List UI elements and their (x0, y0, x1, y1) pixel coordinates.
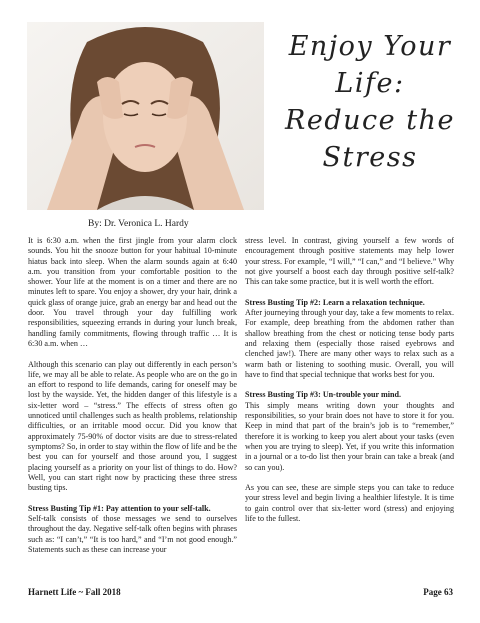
left-column (28, 236, 237, 566)
tip-1-heading: Stress Busting Tip #1: Pay attention to your self-talk. (28, 503, 211, 513)
continued-paragraph: stress level. In contrast, giving yourself a few words of encouragement through positive statements may help lower your stress. For example, “I will,” “I can,” and “I believe.” Why not give yourself a boost each day through positive self-talk? This can take some practice, but it is well worth the effort. (245, 236, 454, 287)
tip-2-body: After journeying through your day, take a few moments to relax. For example, deep breathing from the abdomen rather than shallow breathing from the chest or noticing tense body parts and relaxing them (especially those raised eyebrows and clenched jaw!). There are many other ways to relax such as a warm bath or listening to soothing music. Overall, you will have to find that special technique that works best for you. (245, 308, 454, 379)
closing-paragraph: As you can see, these are simple steps you can take to reduce your stress level and begin living a healthier lifestyle. It is time to gain control over that six-letter word (stress) and enjoying life to the fullest. (245, 483, 454, 524)
article-title (272, 28, 468, 176)
tip-3-body: This simply means writing down your thoughts and responsibilities, so your brain does not have to store it for you. Keep in mind that part of the brain’s job is to “remember,” therefore it is working to keep you alert about your tasks (even when you are trying to sleep). Yet, if you write this information in a journal or a to-do list then your brain can take a break (and so can you). (245, 400, 454, 472)
tip-1-body: Self-talk consists of those messages we send to ourselves throughout the day. Negative self-talk often begins with phrases such as: “I can’t,” “It is too hard,” and “I’m not good enough.” Statements such as these can increase your (28, 514, 237, 554)
page-number: Page 63 (423, 587, 453, 597)
title-line-2: Life: (335, 68, 405, 99)
title-line-1: Enjoy Your (288, 31, 452, 62)
stressed-woman-photo (27, 22, 264, 210)
right-column (245, 236, 454, 535)
title-line-4: Stress (322, 142, 418, 173)
title-line-3: Reduce the (285, 105, 455, 136)
tip-2-heading: Stress Busting Tip #2: Learn a relaxation technique. (245, 297, 425, 307)
author-byline: By: Dr. Veronica L. Hardy (88, 219, 189, 229)
tip-3-heading: Stress Busting Tip #3: Un-trouble your mind. (245, 390, 401, 400)
intro-paragraph: It is 6:30 a.m. when the first jingle from your alarm clock sounds. You hit the snooze button for your habitual 10-minute hiatus back into sleep. When the alarm sounds again at 6:40 a.m. you transition from your comfortable position to the shower. Your life at the moment is on a timer and there are no minutes left to spare. You enjoy a shower, dry your hair, drink a quick glass of orange juice, grab an energy bar and head out the door. You travel through your day fulfilling work responsibilities, squeezing errands in during your lunch break, handling family commitments, flowing through traffic … It is 6:30 a.m. when … (28, 236, 237, 348)
publication-footer: Harnett Life ~ Fall 2018 (28, 587, 121, 597)
scenario-paragraph: Although this scenario can play out differently in each person’s life, we may all be able to relate. As people who are on the go in an effort to respond to life demands, caring for oneself may be lost by the wayside. Yet, the hidden danger of this lifestyle is a six-letter word – “stress.” The effects of stress often go unnoticed until challenges such as health problems, relationship difficulties, or an irritable mood occur. Did you know that approximately 75-90% of doctor visits are due to stress-related symptoms? So, in order to stay within the flow of life and be the best you can for yourself and those around you, I suggest placing yourself as a priority on your list of things to do. How? Well, you can start right now by practicing these three stress busting tips. (28, 359, 237, 493)
